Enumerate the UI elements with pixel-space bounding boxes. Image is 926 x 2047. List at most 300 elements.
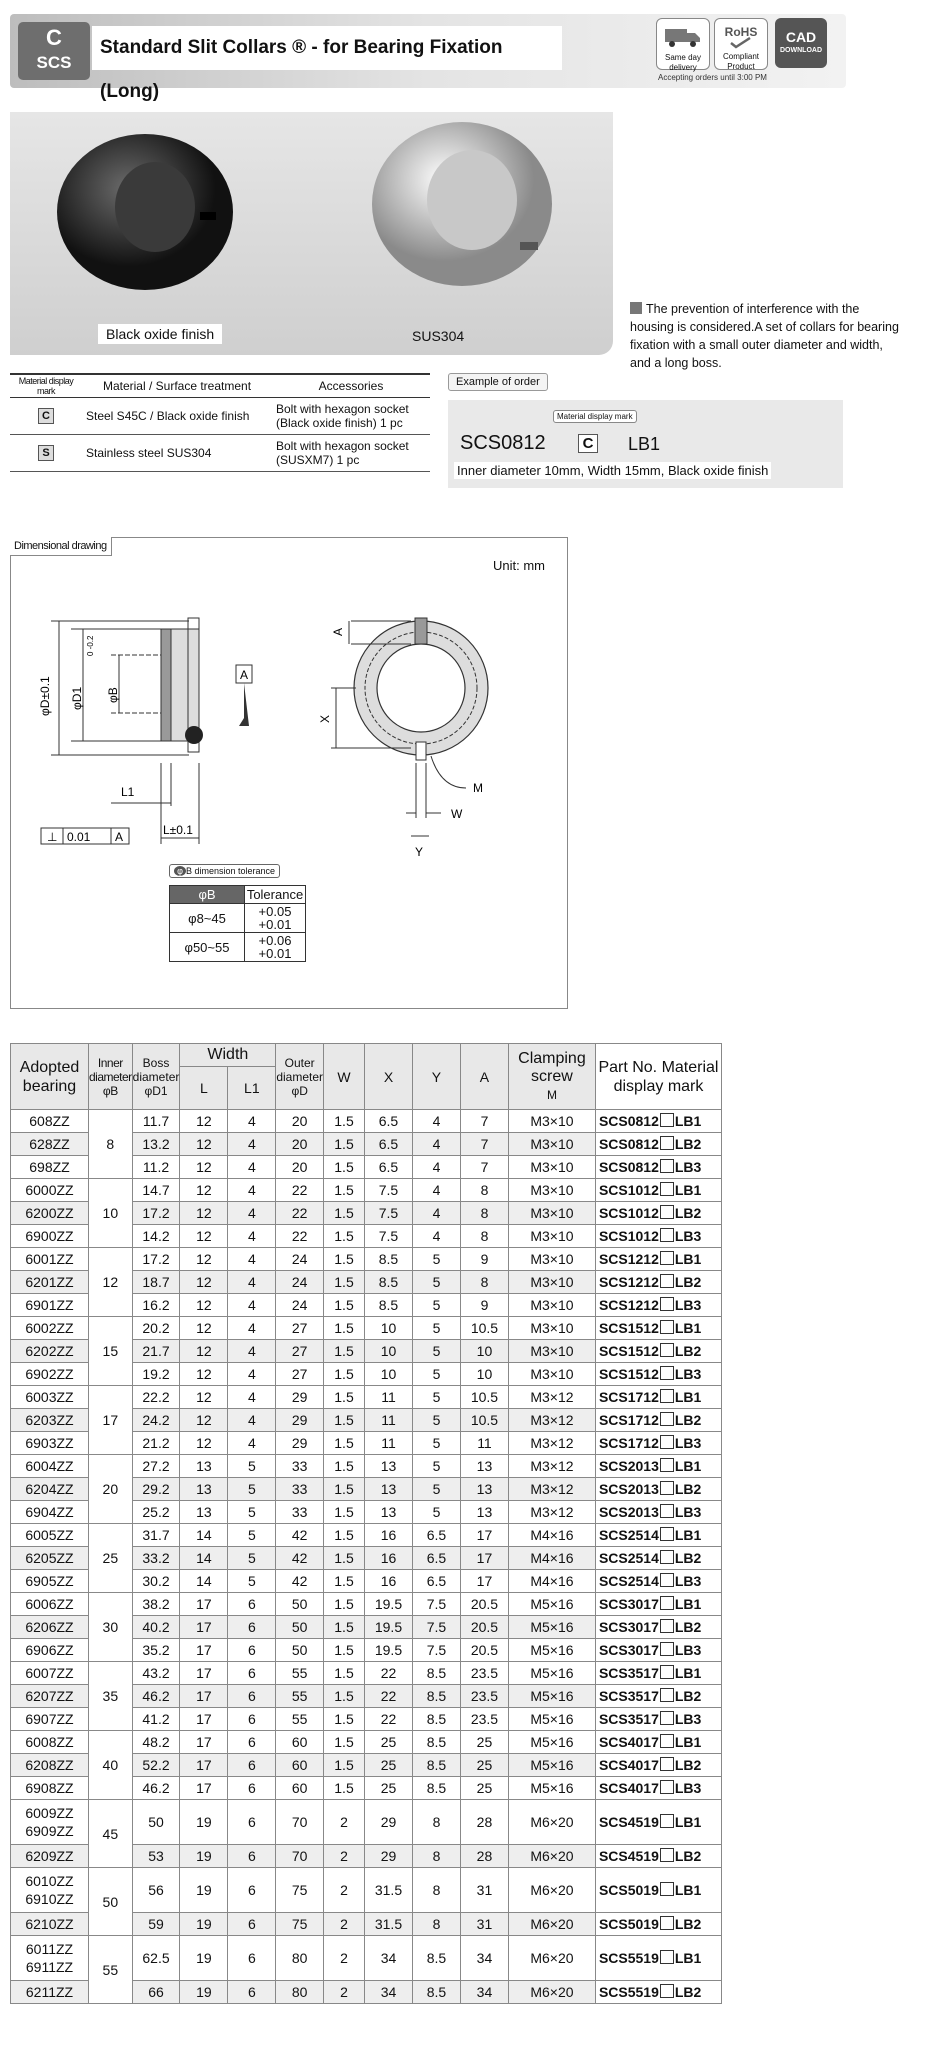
table-cell: M3×10	[508, 1202, 595, 1225]
table-cell: 34	[460, 1936, 508, 1981]
part-suffix: LB2	[674, 1848, 702, 1864]
table-cell: 5	[412, 1455, 460, 1478]
part-suffix: LB1	[674, 1527, 702, 1543]
table-cell: 6	[228, 1616, 276, 1639]
part-code: SCS1012	[598, 1182, 659, 1198]
part-code: SCS5019	[598, 1882, 659, 1898]
table-cell: 6905ZZ	[11, 1570, 89, 1593]
material-mark-box	[660, 1596, 674, 1610]
table-cell: 6	[228, 1777, 276, 1800]
table-cell: 14.7	[132, 1179, 180, 1202]
table-cell: 13	[365, 1478, 413, 1501]
table-cell: 17	[180, 1616, 228, 1639]
part-number	[595, 1501, 721, 1524]
table-cell: 6.5	[365, 1110, 413, 1133]
drawing-tab: Dimensional drawing	[10, 537, 112, 556]
table-cell: 7	[460, 1156, 508, 1179]
table-cell: 70	[276, 1800, 324, 1845]
table-cell: M3×10	[508, 1248, 595, 1271]
part-number	[595, 1340, 721, 1363]
part-suffix: LB1	[674, 1113, 702, 1129]
table-cell: 50	[276, 1639, 324, 1662]
table-cell: 1.5	[324, 1777, 365, 1800]
tol-range: φ50~55	[170, 933, 245, 962]
table-cell: 10.5	[460, 1317, 508, 1340]
table-cell: 698ZZ	[11, 1156, 89, 1179]
part-number	[595, 1731, 721, 1754]
col-inner	[88, 1044, 132, 1110]
table-cell: 12	[180, 1271, 228, 1294]
table-cell: M3×10	[508, 1294, 595, 1317]
table-cell: 34	[460, 1981, 508, 2004]
part-code: SCS2514	[598, 1573, 659, 1589]
table-cell: 2	[324, 1868, 365, 1913]
table-cell: 28	[460, 1800, 508, 1845]
table-cell: M3×10	[508, 1340, 595, 1363]
part-code: SCS4017	[598, 1780, 659, 1796]
material-mark-box	[660, 1113, 674, 1127]
table-cell: M3×12	[508, 1409, 595, 1432]
table-cell: 6900ZZ	[11, 1225, 89, 1248]
series-badge	[18, 22, 90, 80]
part-number	[595, 1156, 721, 1179]
table-cell: 6903ZZ	[11, 1432, 89, 1455]
table-cell: 4	[228, 1156, 276, 1179]
part-number	[595, 1708, 721, 1731]
table-cell: 17	[180, 1708, 228, 1731]
table-cell: 55	[276, 1662, 324, 1685]
table-cell: 1.5	[324, 1133, 365, 1156]
table-row	[11, 1524, 722, 1547]
part-suffix: LB2	[674, 1136, 702, 1152]
table-cell: 6004ZZ	[11, 1455, 89, 1478]
table-cell: 29	[276, 1386, 324, 1409]
table-cell: 7	[460, 1133, 508, 1156]
table-cell: M3×12	[508, 1432, 595, 1455]
table-cell: 25	[365, 1731, 413, 1754]
table-cell: 4	[228, 1225, 276, 1248]
table-cell: 12	[180, 1409, 228, 1432]
table-cell: 8.5	[412, 1731, 460, 1754]
table-cell: 25	[460, 1754, 508, 1777]
table-cell: 5	[228, 1501, 276, 1524]
material-text: Steel S45C / Black oxide finish	[82, 398, 272, 435]
material-mark-box	[660, 1504, 674, 1518]
table-cell: 9	[460, 1294, 508, 1317]
dimensional-drawing	[10, 537, 568, 1009]
table-cell: 6	[228, 1662, 276, 1685]
part-suffix: LB2	[674, 1481, 702, 1497]
table-cell: 22	[276, 1202, 324, 1225]
table-cell: 27.2	[132, 1455, 180, 1478]
table-cell: 10	[365, 1340, 413, 1363]
table-cell: 6	[228, 1593, 276, 1616]
table-cell: 60	[276, 1731, 324, 1754]
part-suffix: LB2	[674, 1343, 702, 1359]
table-cell: 17	[460, 1570, 508, 1593]
table-cell: 25	[365, 1777, 413, 1800]
table-cell: 4	[228, 1340, 276, 1363]
part-suffix: LB1	[674, 1251, 702, 1267]
material-mark-box	[660, 1711, 674, 1725]
table-cell: 6011ZZ 6911ZZ	[11, 1936, 89, 1981]
tol-lower: +0.01	[258, 917, 292, 932]
col-boss	[132, 1044, 180, 1110]
part-number	[595, 1754, 721, 1777]
table-cell: 10	[460, 1363, 508, 1386]
material-mark-box	[660, 1734, 674, 1748]
table-cell: 17	[460, 1524, 508, 1547]
part-code: SCS5519	[598, 1950, 659, 1966]
table-cell: 56	[132, 1868, 180, 1913]
table-cell: 5	[412, 1340, 460, 1363]
part-suffix: LB2	[674, 1274, 702, 1290]
part-code: SCS3517	[598, 1711, 659, 1727]
table-cell: 4	[412, 1133, 460, 1156]
table-cell: M4×16	[508, 1570, 595, 1593]
table-cell: 24.2	[132, 1409, 180, 1432]
dim-y: Y	[415, 845, 424, 859]
table-cell: 4	[228, 1409, 276, 1432]
col-bearing: Adopted bearing	[11, 1044, 89, 1110]
table-cell: 75	[276, 1868, 324, 1913]
table-cell: M6×20	[508, 1845, 595, 1868]
tol-title-text: B dimension tolerance	[186, 866, 276, 876]
table-cell: 13	[460, 1455, 508, 1478]
table-cell: 6	[228, 1685, 276, 1708]
table-cell: 1.5	[324, 1685, 365, 1708]
table-cell: M5×16	[508, 1731, 595, 1754]
table-cell: M5×16	[508, 1754, 595, 1777]
table-row	[11, 1455, 722, 1478]
table-cell: 6001ZZ	[11, 1248, 89, 1271]
table-cell: 1.5	[324, 1248, 365, 1271]
part-suffix: LB2	[674, 1757, 702, 1773]
col-x: X	[365, 1044, 413, 1110]
table-cell: 19	[180, 1936, 228, 1981]
material-mark-box	[660, 1458, 674, 1472]
table-cell: 8.5	[412, 1936, 460, 1981]
table-cell: 8	[88, 1110, 132, 1179]
table-cell: 25	[88, 1524, 132, 1593]
part-suffix: LB2	[674, 1688, 702, 1704]
dim-a: A	[331, 627, 345, 636]
dim-phi-d1: φD1	[70, 686, 84, 710]
table-cell: 19	[180, 1913, 228, 1936]
material-table	[10, 373, 430, 472]
table-cell: M6×20	[508, 1868, 595, 1913]
table-cell: 12	[180, 1156, 228, 1179]
table-cell: 8.5	[412, 1708, 460, 1731]
table-cell: 8.5	[412, 1754, 460, 1777]
table-cell: 13	[460, 1501, 508, 1524]
part-code: SCS1212	[598, 1251, 659, 1267]
table-cell: 31.5	[365, 1868, 413, 1913]
table-cell: 6906ZZ	[11, 1639, 89, 1662]
table-cell: 4	[412, 1179, 460, 1202]
col-width: Width	[180, 1044, 276, 1067]
table-cell: 4	[228, 1179, 276, 1202]
mdm-label: Material display mark	[553, 410, 637, 423]
tol-upper: +0.05	[258, 904, 292, 919]
part-number	[595, 1981, 721, 2004]
table-cell: 19	[180, 1845, 228, 1868]
material-mark-box	[660, 1688, 674, 1702]
part-code: SCS2013	[598, 1504, 659, 1520]
table-cell: 10	[365, 1317, 413, 1340]
table-cell: M3×10	[508, 1133, 595, 1156]
table-cell: 19	[180, 1800, 228, 1845]
table-cell: 6	[228, 1868, 276, 1913]
table-cell: 23.5	[460, 1685, 508, 1708]
part-code: SCS2514	[598, 1527, 659, 1543]
table-cell: 6.5	[412, 1547, 460, 1570]
table-cell: 5	[412, 1478, 460, 1501]
table-cell: M6×20	[508, 1936, 595, 1981]
table-cell: 80	[276, 1981, 324, 2004]
table-cell: 13	[180, 1455, 228, 1478]
table-row	[11, 1936, 722, 1981]
table-cell: 6	[228, 1845, 276, 1868]
table-cell: 33.2	[132, 1547, 180, 1570]
part-suffix: LB2	[674, 1412, 702, 1428]
table-cell: 6.5	[412, 1524, 460, 1547]
table-cell: 22.2	[132, 1386, 180, 1409]
table-cell: 1.5	[324, 1455, 365, 1478]
material-mark-box	[660, 1550, 674, 1564]
table-cell: 46.2	[132, 1777, 180, 1800]
material-mark-box	[660, 1573, 674, 1587]
table-cell: 17	[180, 1754, 228, 1777]
table-cell: 12	[180, 1110, 228, 1133]
same-day-label: Same day delivery	[664, 53, 702, 72]
mark-c: C	[38, 408, 54, 424]
table-cell: 38.2	[132, 1593, 180, 1616]
material-mark-box	[660, 1481, 674, 1495]
table-cell: 7.5	[365, 1179, 413, 1202]
table-cell: 12	[180, 1363, 228, 1386]
order-code: SCS0812	[460, 432, 546, 454]
rohs-icon	[714, 18, 768, 70]
cad-download-icon[interactable]	[775, 18, 827, 68]
col-part: Part No. Material display mark	[595, 1044, 721, 1110]
table-cell: 4	[228, 1317, 276, 1340]
table-cell: 8	[460, 1225, 508, 1248]
table-cell: 21.2	[132, 1432, 180, 1455]
table-cell: 6205ZZ	[11, 1547, 89, 1570]
table-cell: 35.2	[132, 1639, 180, 1662]
tolerance-table	[169, 885, 306, 962]
material-mark-box	[660, 1757, 674, 1771]
table-cell: 1.5	[324, 1225, 365, 1248]
table-cell: 6009ZZ 6909ZZ	[11, 1800, 89, 1845]
table-cell: 13	[180, 1501, 228, 1524]
table-cell: 628ZZ	[11, 1133, 89, 1156]
material-mark-box	[660, 1882, 674, 1896]
part-number	[595, 1271, 721, 1294]
table-cell: 19	[180, 1981, 228, 2004]
table-cell: 6204ZZ	[11, 1478, 89, 1501]
part-suffix: LB1	[674, 1734, 702, 1750]
table-cell: 13	[460, 1478, 508, 1501]
table-cell: 8.5	[365, 1248, 413, 1271]
material-mark-box	[660, 1389, 674, 1403]
material-mark-box	[660, 1320, 674, 1334]
material-row	[10, 435, 430, 472]
table-cell: 31	[460, 1868, 508, 1913]
material-mark-box	[660, 1228, 674, 1242]
material-mark-box	[660, 1435, 674, 1449]
table-cell: 1.5	[324, 1662, 365, 1685]
table-cell: 6	[228, 1913, 276, 1936]
table-cell: M6×20	[508, 1800, 595, 1845]
table-cell: 60	[276, 1777, 324, 1800]
table-cell: 17	[180, 1731, 228, 1754]
tol-upper: +0.06	[258, 933, 292, 948]
table-cell: 20	[276, 1156, 324, 1179]
table-cell: 25	[460, 1731, 508, 1754]
table-cell: 17	[88, 1386, 132, 1455]
table-cell: 6	[228, 1981, 276, 2004]
table-cell: 1.5	[324, 1616, 365, 1639]
part-suffix: LB1	[674, 1320, 702, 1336]
table-cell: 19.5	[365, 1593, 413, 1616]
table-cell: 5	[228, 1478, 276, 1501]
datum-a-label: A	[240, 668, 249, 682]
table-cell: 4	[228, 1110, 276, 1133]
material-text: Stainless steel SUS304	[82, 435, 272, 472]
table-cell: 4	[228, 1363, 276, 1386]
table-cell: 4	[228, 1294, 276, 1317]
table-cell: 17	[180, 1639, 228, 1662]
col-y: Y	[412, 1044, 460, 1110]
table-cell: 6902ZZ	[11, 1363, 89, 1386]
accessory-text: Bolt with hexagon socket (Black oxide finish) 1 pc	[272, 398, 430, 435]
part-code: SCS5519	[598, 1984, 659, 2000]
table-cell: 31.5	[365, 1913, 413, 1936]
boss-sym: φD1	[144, 1083, 168, 1098]
order-example-box	[448, 400, 843, 488]
table-cell: 6201ZZ	[11, 1271, 89, 1294]
table-cell: 24	[276, 1271, 324, 1294]
col-material-mark: Material display mark	[10, 374, 82, 398]
table-cell: 6202ZZ	[11, 1340, 89, 1363]
table-row	[11, 1800, 722, 1845]
outer-label: Outer diameter	[276, 1055, 324, 1084]
table-cell: 7.5	[412, 1639, 460, 1662]
table-cell: 29.2	[132, 1478, 180, 1501]
table-cell: 6	[228, 1639, 276, 1662]
table-cell: 20.5	[460, 1616, 508, 1639]
table-cell: 50	[132, 1800, 180, 1845]
accepting-orders-note: Accepting orders until 3:00 PM	[658, 73, 767, 82]
badge-code: SCS	[36, 53, 72, 72]
table-row	[11, 1317, 722, 1340]
table-cell: 5	[228, 1547, 276, 1570]
table-cell: 4	[228, 1202, 276, 1225]
col-l1: L1	[228, 1067, 276, 1110]
inner-sym: φB	[102, 1083, 118, 1098]
table-cell: 13	[365, 1455, 413, 1478]
table-cell: 6.5	[365, 1156, 413, 1179]
table-cell: 11	[365, 1432, 413, 1455]
table-cell: 22	[365, 1708, 413, 1731]
tol-lower: +0.01	[258, 946, 292, 961]
part-number	[595, 1202, 721, 1225]
part-code: SCS1512	[598, 1320, 659, 1336]
screw-label: Clamping screw	[518, 1049, 586, 1085]
table-cell: 6200ZZ	[11, 1202, 89, 1225]
table-cell: 40.2	[132, 1616, 180, 1639]
table-cell: 12	[180, 1179, 228, 1202]
table-cell: 33	[276, 1478, 324, 1501]
table-cell: 50	[88, 1868, 132, 1936]
table-cell: 1.5	[324, 1271, 365, 1294]
table-cell: 16	[365, 1524, 413, 1547]
table-cell: M5×16	[508, 1593, 595, 1616]
part-code: SCS1012	[598, 1205, 659, 1221]
material-mark-box	[660, 1136, 674, 1150]
part-code: SCS0812	[598, 1113, 659, 1129]
table-cell: 8	[412, 1868, 460, 1913]
part-code: SCS4017	[598, 1757, 659, 1773]
part-code: SCS4017	[598, 1734, 659, 1750]
table-cell: 4	[412, 1202, 460, 1225]
table-cell: 14	[180, 1547, 228, 1570]
part-code: SCS1512	[598, 1343, 659, 1359]
part-number	[595, 1409, 721, 1432]
table-cell: 29	[365, 1845, 413, 1868]
table-cell: 28	[460, 1845, 508, 1868]
part-code: SCS5019	[598, 1916, 659, 1932]
table-cell: 12	[180, 1340, 228, 1363]
table-cell: 6908ZZ	[11, 1777, 89, 1800]
material-mark-box	[660, 1412, 674, 1426]
table-cell: 6005ZZ	[11, 1524, 89, 1547]
table-cell: 33	[276, 1501, 324, 1524]
tol-col-tolerance: Tolerance	[245, 886, 306, 904]
table-cell: 24	[276, 1248, 324, 1271]
table-cell: 1.5	[324, 1593, 365, 1616]
label-sus304: SUS304	[412, 328, 465, 344]
table-cell: 1.5	[324, 1501, 365, 1524]
table-cell: 8	[460, 1202, 508, 1225]
part-code: SCS2013	[598, 1458, 659, 1474]
table-cell: 19.2	[132, 1363, 180, 1386]
table-cell: 19	[180, 1868, 228, 1913]
part-number	[595, 1800, 721, 1845]
inner-label: Inner diameter	[88, 1055, 132, 1084]
table-cell: 11.7	[132, 1110, 180, 1133]
badge-letter: C	[46, 25, 62, 50]
table-cell: 5	[412, 1409, 460, 1432]
dim-m: M	[473, 781, 483, 795]
table-cell: 50	[276, 1593, 324, 1616]
table-cell: 22	[365, 1685, 413, 1708]
table-cell: 14	[180, 1570, 228, 1593]
table-cell: 1.5	[324, 1294, 365, 1317]
part-number	[595, 1133, 721, 1156]
table-cell: 1.5	[324, 1547, 365, 1570]
order-suffix: LB1	[628, 434, 661, 454]
col-accessories: Accessories	[272, 374, 430, 398]
table-cell: 5	[412, 1294, 460, 1317]
tolerance-title	[169, 864, 280, 878]
col-a: A	[460, 1044, 508, 1110]
part-code: SCS1212	[598, 1297, 659, 1313]
part-suffix: LB2	[674, 1205, 702, 1221]
table-cell: 20.5	[460, 1639, 508, 1662]
